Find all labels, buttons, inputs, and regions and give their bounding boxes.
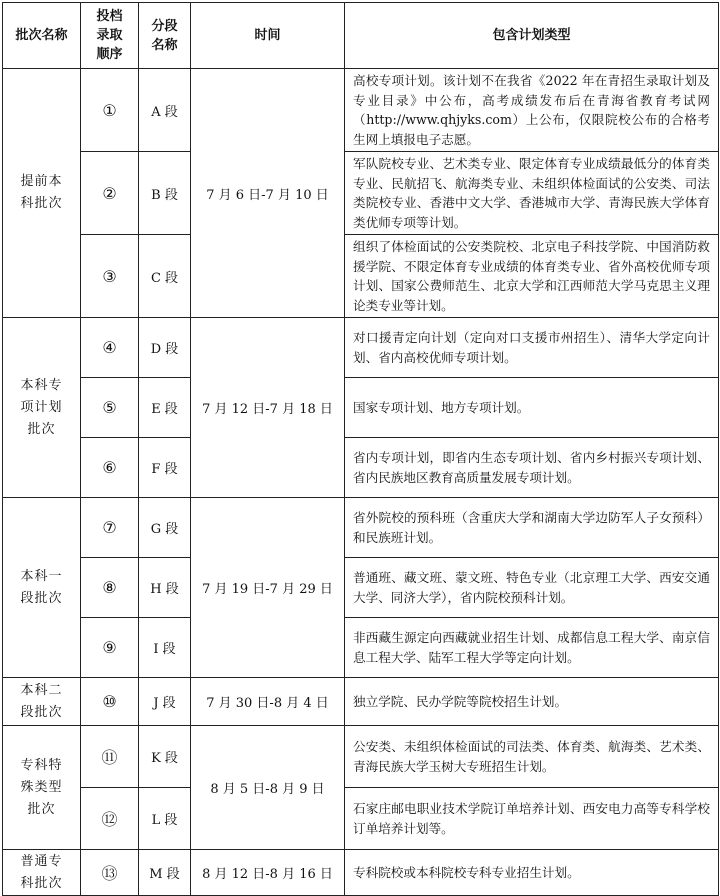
table-row [3,378,719,438]
segment-cell: K 段 [139,726,191,788]
batch-cell: 本科一段批次 [3,498,81,678]
batch-cell: 提前本科批次 [3,69,81,318]
admission-schedule-table [2,2,719,896]
plan-cell: 独立学院、民办学院等院校招生计划。 [345,678,719,726]
order-cell: ⑧ [81,558,139,618]
header-segment: 分段名称 [139,3,191,69]
table-row [3,726,719,788]
plan-cell: 专科院校或本科院校专科专业招生计划。 [345,850,719,896]
plan-cell: 对口援青定向计划（定向对口支援市州招生）、清华大学定向计划、省内高校优师专项计划。 [345,318,719,378]
segment-cell: E 段 [139,378,191,438]
segment-cell: H 段 [139,558,191,618]
header-plans: 包含计划类型 [345,3,719,69]
table-row [3,69,719,152]
table-row [3,850,719,896]
plan-cell: 普通班、藏文班、蒙文班、特色专业（北京理工大学、西安交通大学、同济大学），省内院校预科计划。 [345,558,719,618]
header-row [3,3,719,69]
plan-cell: 国家专项计划、地方专项计划。 [345,378,719,438]
order-cell: ⑪ [81,726,139,788]
time-cell: 7 月 6 日-7 月 10 日 [191,69,345,318]
segment-cell: M 段 [139,850,191,896]
time-cell: 7 月 19 日-7 月 29 日 [191,498,345,678]
segment-cell: G 段 [139,498,191,558]
plan-cell: 省外院校的预科班（含重庆大学和湖南大学边防军人子女预科）和民族班计划。 [345,498,719,558]
segment-cell: B 段 [139,152,191,235]
order-cell: ⑤ [81,378,139,438]
time-cell: 7 月 12 日-7 月 18 日 [191,318,345,498]
segment-cell: F 段 [139,438,191,498]
order-cell: ⑬ [81,850,139,896]
plan-cell: 军队院校专业、艺术类专业、限定体育专业成绩最低分的体育类专业、民航招飞、航海类专业、未组织体检面试的公安类、司法类院校专业、香港中文大学、香港城市大学、青海民族大学体育类优师专项等计划。 [345,152,719,235]
order-cell: ⑫ [81,788,139,850]
header-order: 投档录取顺序 [81,3,139,69]
order-cell: ② [81,152,139,235]
time-cell: 7 月 30 日-8 月 4 日 [191,678,345,726]
header-time: 时间 [191,3,345,69]
order-cell: ⑩ [81,678,139,726]
plan-cell: 省内专项计划，即省内生态专项计划、省内乡村振兴专项计划、省内民族地区教育高质量发展专项计划。 [345,438,719,498]
order-cell: ① [81,69,139,152]
table-row [3,498,719,558]
segment-cell: D 段 [139,318,191,378]
table-row [3,678,719,726]
plan-cell: 石家庄邮电职业技术学院订单培养计划、西安电力高等专科学校订单培养计划等。 [345,788,719,850]
time-cell: 8 月 12 日-8 月 16 日 [191,850,345,896]
segment-cell: I 段 [139,618,191,678]
segment-cell: C 段 [139,235,191,318]
header-batch: 批次名称 [3,3,81,69]
segment-cell: J 段 [139,678,191,726]
order-cell: ⑦ [81,498,139,558]
table-row [3,438,719,498]
plan-cell: 非西藏生源定向西藏就业招生计划、成都信息工程大学、南京信息工程大学、陆军工程大学等定向计划。 [345,618,719,678]
plan-cell: 组织了体检面试的公安类院校、北京电子科技学院、中国消防救援学院、不限定体育专业成绩的体育类专业、省外高校优师专项计划、国家公费师范生、北京大学和江西师范大学马克思主义理论类专业等计划。 [345,235,719,318]
table-row [3,788,719,850]
order-cell: ⑥ [81,438,139,498]
batch-cell: 专科特殊类型批次 [3,726,81,850]
table-row [3,235,719,318]
plan-cell: 高校专项计划。该计划不在我省《2022 年在青招生录取计划及专业目录》中公布，高考成绩发布后在青海省教育考试网（http://www.qhjyks.com）上公布，仅限院校公布的合格考生网上填报电子志愿。 [345,69,719,152]
order-cell: ④ [81,318,139,378]
table-row [3,152,719,235]
table-row [3,318,719,378]
batch-cell: 本科二段批次 [3,678,81,726]
plan-cell: 公安类、未组织体检面试的司法类、体育类、航海类、艺术类、青海民族大学玉树大专班招生计划。 [345,726,719,788]
time-cell: 8 月 5 日-8 月 9 日 [191,726,345,850]
segment-cell: A 段 [139,69,191,152]
batch-cell: 普通专科批次 [3,850,81,896]
order-cell: ⑨ [81,618,139,678]
table-row [3,558,719,618]
batch-cell: 本科专项计划批次 [3,318,81,498]
order-cell: ③ [81,235,139,318]
table-row [3,618,719,678]
segment-cell: L 段 [139,788,191,850]
